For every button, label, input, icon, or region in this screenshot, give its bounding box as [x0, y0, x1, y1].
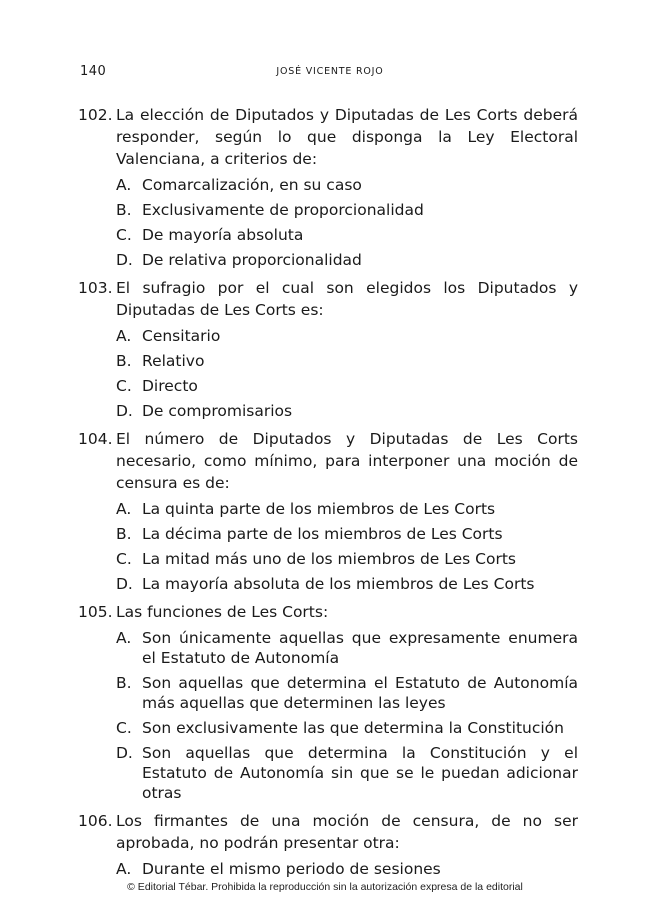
option-item	[116, 718, 578, 738]
option-item	[116, 225, 578, 245]
option-item	[116, 326, 578, 346]
option-text: Relativo	[142, 352, 205, 370]
question-text: El número de Diputados y Diputadas de Les Corts necesario, como mínimo, para interponer una moción de censura es de:	[116, 430, 578, 492]
option-letter: B.	[116, 352, 132, 370]
page-header	[80, 64, 580, 84]
page-number: 140	[80, 64, 107, 79]
question-number: 105.	[78, 603, 113, 621]
option-text: De relativa proporcionalidad	[142, 251, 362, 269]
option-letter: B.	[116, 525, 132, 543]
option-text: Son únicamente aquellas que expresamente enumera el Estatuto de Autonomía	[142, 629, 578, 667]
question	[78, 428, 578, 594]
option-list	[78, 628, 578, 803]
option-item	[116, 376, 578, 396]
question	[78, 601, 578, 803]
running-head: JOSÉ VICENTE ROJO	[276, 66, 384, 77]
option-text: Directo	[142, 377, 198, 395]
copyright-footer: © Editorial Tébar. Prohibida la reproducción sin la autorización expresa de la editorial	[127, 881, 523, 893]
option-list	[78, 326, 578, 421]
question-number: 103.	[78, 279, 113, 297]
option-list	[78, 175, 578, 270]
question-text: Los firmantes de una moción de censura, de no ser aprobada, no podrán presentar otra:	[116, 812, 578, 852]
option-text: Exclusivamente de proporcionalidad	[142, 201, 424, 219]
option-text: Comarcalización, en su caso	[142, 176, 362, 194]
question-text: El sufragio por el cual son elegidos los Diputados y Diputadas de Les Corts es:	[116, 279, 578, 319]
option-list	[78, 499, 578, 594]
question-stem	[78, 810, 578, 854]
option-letter: D.	[116, 251, 133, 269]
option-letter: D.	[116, 402, 133, 420]
option-text: La quinta parte de los miembros de Les Corts	[142, 500, 496, 518]
option-item	[116, 628, 578, 668]
option-letter: C.	[116, 550, 132, 568]
option-letter: A.	[116, 176, 132, 194]
question-text: Las funciones de Les Corts:	[116, 603, 329, 621]
option-item	[116, 574, 578, 594]
option-item	[116, 859, 578, 879]
question-stem	[78, 428, 578, 494]
option-text: La décima parte de los miembros de Les Corts	[142, 525, 503, 543]
option-item	[116, 351, 578, 371]
option-text: Durante el mismo periodo de sesiones	[142, 860, 441, 878]
option-item	[116, 524, 578, 544]
option-item	[116, 200, 578, 220]
option-text: Son exclusivamente las que determina la Constitución	[142, 719, 564, 737]
option-letter: A.	[116, 860, 132, 878]
question-stem	[78, 277, 578, 321]
option-letter: B.	[116, 674, 132, 692]
option-letter: D.	[116, 744, 133, 762]
option-text: La mitad más uno de los miembros de Les Corts	[142, 550, 516, 568]
question-number: 106.	[78, 812, 113, 830]
option-item	[116, 673, 578, 713]
question-list	[78, 104, 578, 886]
question	[78, 104, 578, 270]
option-text: De compromisarios	[142, 402, 293, 420]
option-item	[116, 175, 578, 195]
question-stem	[78, 601, 578, 623]
question-stem	[78, 104, 578, 170]
option-letter: C.	[116, 719, 132, 737]
question-text: La elección de Diputados y Diputadas de Les Corts deberá responder, según lo que disponga la Ley Electoral Valenciana, a criterios de:	[116, 106, 578, 168]
option-letter: A.	[116, 327, 132, 345]
option-text: Censitario	[142, 327, 221, 345]
option-item	[116, 549, 578, 569]
question-number: 104.	[78, 430, 113, 448]
option-text: La mayoría absoluta de los miembros de Les Corts	[142, 575, 535, 593]
option-letter: C.	[116, 226, 132, 244]
question	[78, 277, 578, 421]
option-item	[116, 743, 578, 803]
option-letter: A.	[116, 629, 132, 647]
option-text: De mayoría absoluta	[142, 226, 304, 244]
option-item	[116, 250, 578, 270]
option-item	[116, 499, 578, 519]
option-letter: B.	[116, 201, 132, 219]
option-item	[116, 401, 578, 421]
option-text: Son aquellas que determina el Estatuto de Autonomía más aquellas que determinen las leyes	[142, 674, 578, 712]
question-number: 102.	[78, 106, 113, 124]
option-letter: C.	[116, 377, 132, 395]
option-letter: D.	[116, 575, 133, 593]
option-text: Son aquellas que determina la Constitución y el Estatuto de Autonomía sin que se le puedan adicionar otras	[142, 744, 578, 802]
option-list	[78, 859, 578, 879]
option-letter: A.	[116, 500, 132, 518]
question	[78, 810, 578, 879]
